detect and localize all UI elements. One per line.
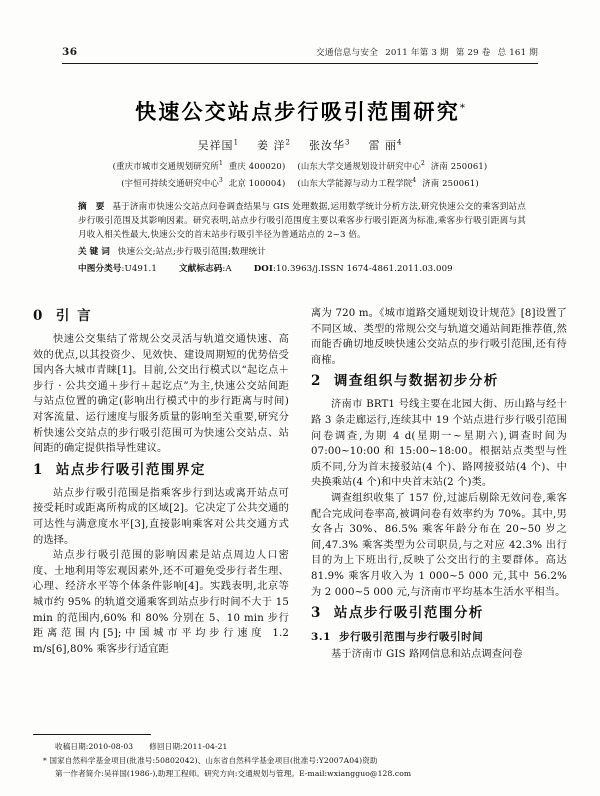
author-2-name: 姜 洋 (257, 139, 286, 152)
affiliation-3-org: (宇恒可持续交通研究中心 (121, 178, 219, 188)
section-2-number: 2 (311, 373, 322, 390)
section-heading-2 (311, 371, 567, 391)
running-head (62, 46, 538, 58)
section-0-number: 0 (33, 308, 44, 324)
body-columns (33, 306, 567, 716)
author-1 (198, 139, 239, 152)
author-3 (309, 139, 350, 152)
keywords-text: 快速公交;站点;步行吸引范围;数理统计 (117, 246, 266, 257)
affiliation-4-org: (山东大学能源与动力工程学院 (297, 178, 413, 188)
paragraph-2-0: 离为 720 m。《城市道路交通规划设计规范》[8]设置了不同区域、类型的常规公交与轨道交通站间距推荐值,然而能否确切地反映快速公交站点的步行吸引范围,还有待商榷。 (311, 308, 567, 366)
affiliation-2-mark: 2 (420, 160, 425, 168)
affiliation-2-org: (山东大学交通规划设计研究中心 (297, 161, 421, 171)
abstract-text: 基于济南市快速公交站点问卷调查结果与 GIS 处理数据,运用数学统计分析方法,研究快速公交的乘客到站点步行吸引范围及其影响因素。研究表明,站点步行吸引范围度主要以乘客步行吸引距离为标准,乘客步行吸引距离与其月收入相关性最大,快速公交的首末站步行吸引半径为普通站点的 2~3 倍。 (78, 202, 526, 241)
section-3-title: 站点步行吸引范围分析 (333, 605, 484, 622)
section-3-number: 3 (311, 605, 322, 622)
affiliation-4 (297, 178, 478, 188)
footnote-funding: * 国家自然科学基金项目(批准号:50802042)、山东省自然科学基金项目(批准号:Y2007A04)资助 (43, 755, 378, 765)
section-heading-1 (33, 460, 289, 480)
column-left (33, 306, 289, 716)
footnote-rule (33, 734, 151, 735)
author-1-name: 吴祥国 (197, 139, 234, 152)
title-text: 快速公交站点步行吸引范围研究 (135, 99, 460, 124)
clc-label: 中图分类号 (78, 263, 122, 274)
paragraph-1-2: 站点步行吸引范围的影响因素是站点周边人口密度、土地利用等宏观因素外,还不可避免受步行者生理、心理、经济水平等个体条件影响[4]。实践表明,北京等城市约 95% 的轨道交通乘客到站点步行时间不大于 15 min 的范围内,60% 和 80% 分别在 5、10 min 步行距离范围内[5];中国城市平均步行速度 1.2 m/s[6],80% 乘客步行适宜距 (33, 550, 289, 655)
footnote-author-bio: 第一作者简介:吴祥国(1986-),助理工程师。研究方向:交通规划与管理。E-mail:wxiangguo@128.com (55, 769, 412, 779)
doi: DOI:10.3963/j.ISSN 1674-4861.2011.03.009 (253, 263, 453, 274)
author-list (0, 137, 600, 153)
keywords-label: 关键词 (78, 246, 113, 257)
section-heading-3 (311, 603, 567, 623)
section-heading-0 (33, 306, 289, 326)
classification-line (78, 262, 526, 276)
subsection-heading-3-1 (311, 629, 567, 645)
page-number: 36 (62, 46, 78, 58)
column-right (311, 306, 567, 716)
clc-number: 中图分类号:U491.1 (78, 263, 157, 274)
affiliation-1 (113, 161, 286, 171)
author-1-affil-mark: 1 (233, 138, 240, 147)
keywords (78, 245, 526, 259)
affiliation-2 (297, 161, 487, 171)
journal-issue: 2011 年第 3 期 (385, 48, 449, 58)
revised-date: 2011-04-21 (182, 742, 228, 751)
paragraph-1-1: 站点步行吸引范围是指乘客步行到达或离开站点可接受耗时或距离所构成的区域[2]。它决定了公共交通的可达性与满意度水平[3],直接影响乘客对公共交通方式的选择。 (33, 487, 289, 546)
paragraph-intro: 快速公交集结了常规公交灵活与轨道交通快速、高效的优点,以其投资少、见效快、建设周期短的优势倍受国内各大城市青睐[1]。目前,公交出行模式以“起讫点＋步行 · 公共交通＋步行＋起讫点”为主,快速公交站间距与站点位置的确定(影响出行模式中的步行距离与时间)对客流量、运行速度与服务质量的影响至关重要,研究分析快速公交站点的步行吸引范围可为快速公交站点、站间距的确定提供指导性建议。 (33, 334, 289, 455)
header-rule (62, 63, 538, 64)
journal-name: 交通信息与安全 (315, 48, 379, 58)
subsection-3-1-title: 步行吸引范围与步行吸引时间 (339, 631, 484, 644)
journal-info (316, 46, 538, 58)
affiliation-1-mark: 1 (219, 160, 224, 168)
affiliation-4-city: 济南 250061) (422, 178, 479, 188)
affiliation-line-2 (0, 177, 600, 189)
subsection-3-1-number: 3.1 (311, 631, 332, 644)
abstract-block (78, 200, 526, 276)
author-3-name: 张汝华 (309, 139, 345, 152)
paragraph-2-1: 济南市 BRT1 号线主要在北园大街、历山路与经十路 3 条走廊运行,连续其中 19 个站点进行步行吸引范围问卷调查,为期 4 d(星期一~星期六),调查时间为 07:00~10:00 和 15:00~18:00。根据站点类型与性质不同,分为首末接驳站(4 个)、路网接驳站(4 个)、中央换乘站(4 个)和中央首末站(2 个)类。 (311, 399, 567, 489)
affiliation-4-mark: 4 (412, 177, 417, 185)
author-2-affil-mark: 2 (285, 138, 291, 147)
section-1-title: 站点步行吸引范围界定 (55, 461, 206, 478)
footnote-block (33, 740, 567, 781)
document-code-label: 文献标志码 (178, 263, 223, 274)
abstract-label: 摘 要 (78, 202, 108, 212)
document-code: 文献标志码:A (178, 263, 232, 274)
paragraph-2-2: 调查组织收集了 157 份,过滤后剔除无效问卷,乘客配合完成问卷率高,被调问卷有效率约为 70%。其中,男女各占 30%、86.5% 乘客年龄分布在 20~50 岁之间,47.3% 乘客类型为公司职员,与之对应 42.3% 出行目的为上下班出行,反映了公交出行的主要群体。高达 81.9% 乘客月收入为 1 000~5 000 元,其中 56.2% 为 2 000~5 000 元,与济南市平均基本生活水平相当。 (311, 492, 567, 598)
doi-value: 10.3963/j.ISSN 1674-4861.2011.03.009 (276, 263, 453, 274)
affiliation-2-city: 济南 250061) (430, 161, 488, 171)
author-4 (368, 139, 402, 152)
affiliation-1-org: (重庆市城市交通规划研究所 (112, 161, 219, 171)
journal-total-issue: 总 161 期 (497, 48, 538, 58)
page-title (0, 96, 600, 126)
clc-value: U491.1 (124, 263, 157, 274)
received-date: 2010-08-03 (88, 742, 134, 751)
author-3-affil-mark: 3 (345, 138, 351, 147)
received-label: 收稿日期 (55, 742, 86, 751)
revised-label: 修回日期 (149, 742, 181, 751)
section-0-title: 引 言 (55, 308, 93, 324)
author-4-affil-mark: 4 (396, 138, 403, 147)
author-2 (257, 139, 291, 152)
affiliation-line-1 (0, 160, 600, 172)
paragraph-3-1: 基于济南市 GIS 路网信息和站点调查问卷 (331, 649, 523, 661)
abstract (78, 200, 526, 243)
journal-volume: 第 29 卷 (455, 48, 491, 58)
title-footnote-mark: * (459, 103, 465, 114)
section-2-title: 调查组织与数据初步分析 (333, 373, 499, 390)
affiliation-3-mark: 3 (219, 177, 224, 185)
section-1-number: 1 (33, 461, 44, 478)
affiliation-3 (121, 178, 285, 188)
doi-label: DOI (253, 263, 273, 274)
document-code-value: A (225, 263, 232, 274)
footnote-dates: 收稿日期:2010-08-03 修回日期:2011-04-21 (55, 742, 228, 751)
author-4-name: 雷 丽 (368, 139, 397, 152)
affiliation-1-city: 重庆 400020) (228, 161, 286, 171)
affiliation-3-city: 北京 100004) (228, 178, 286, 188)
